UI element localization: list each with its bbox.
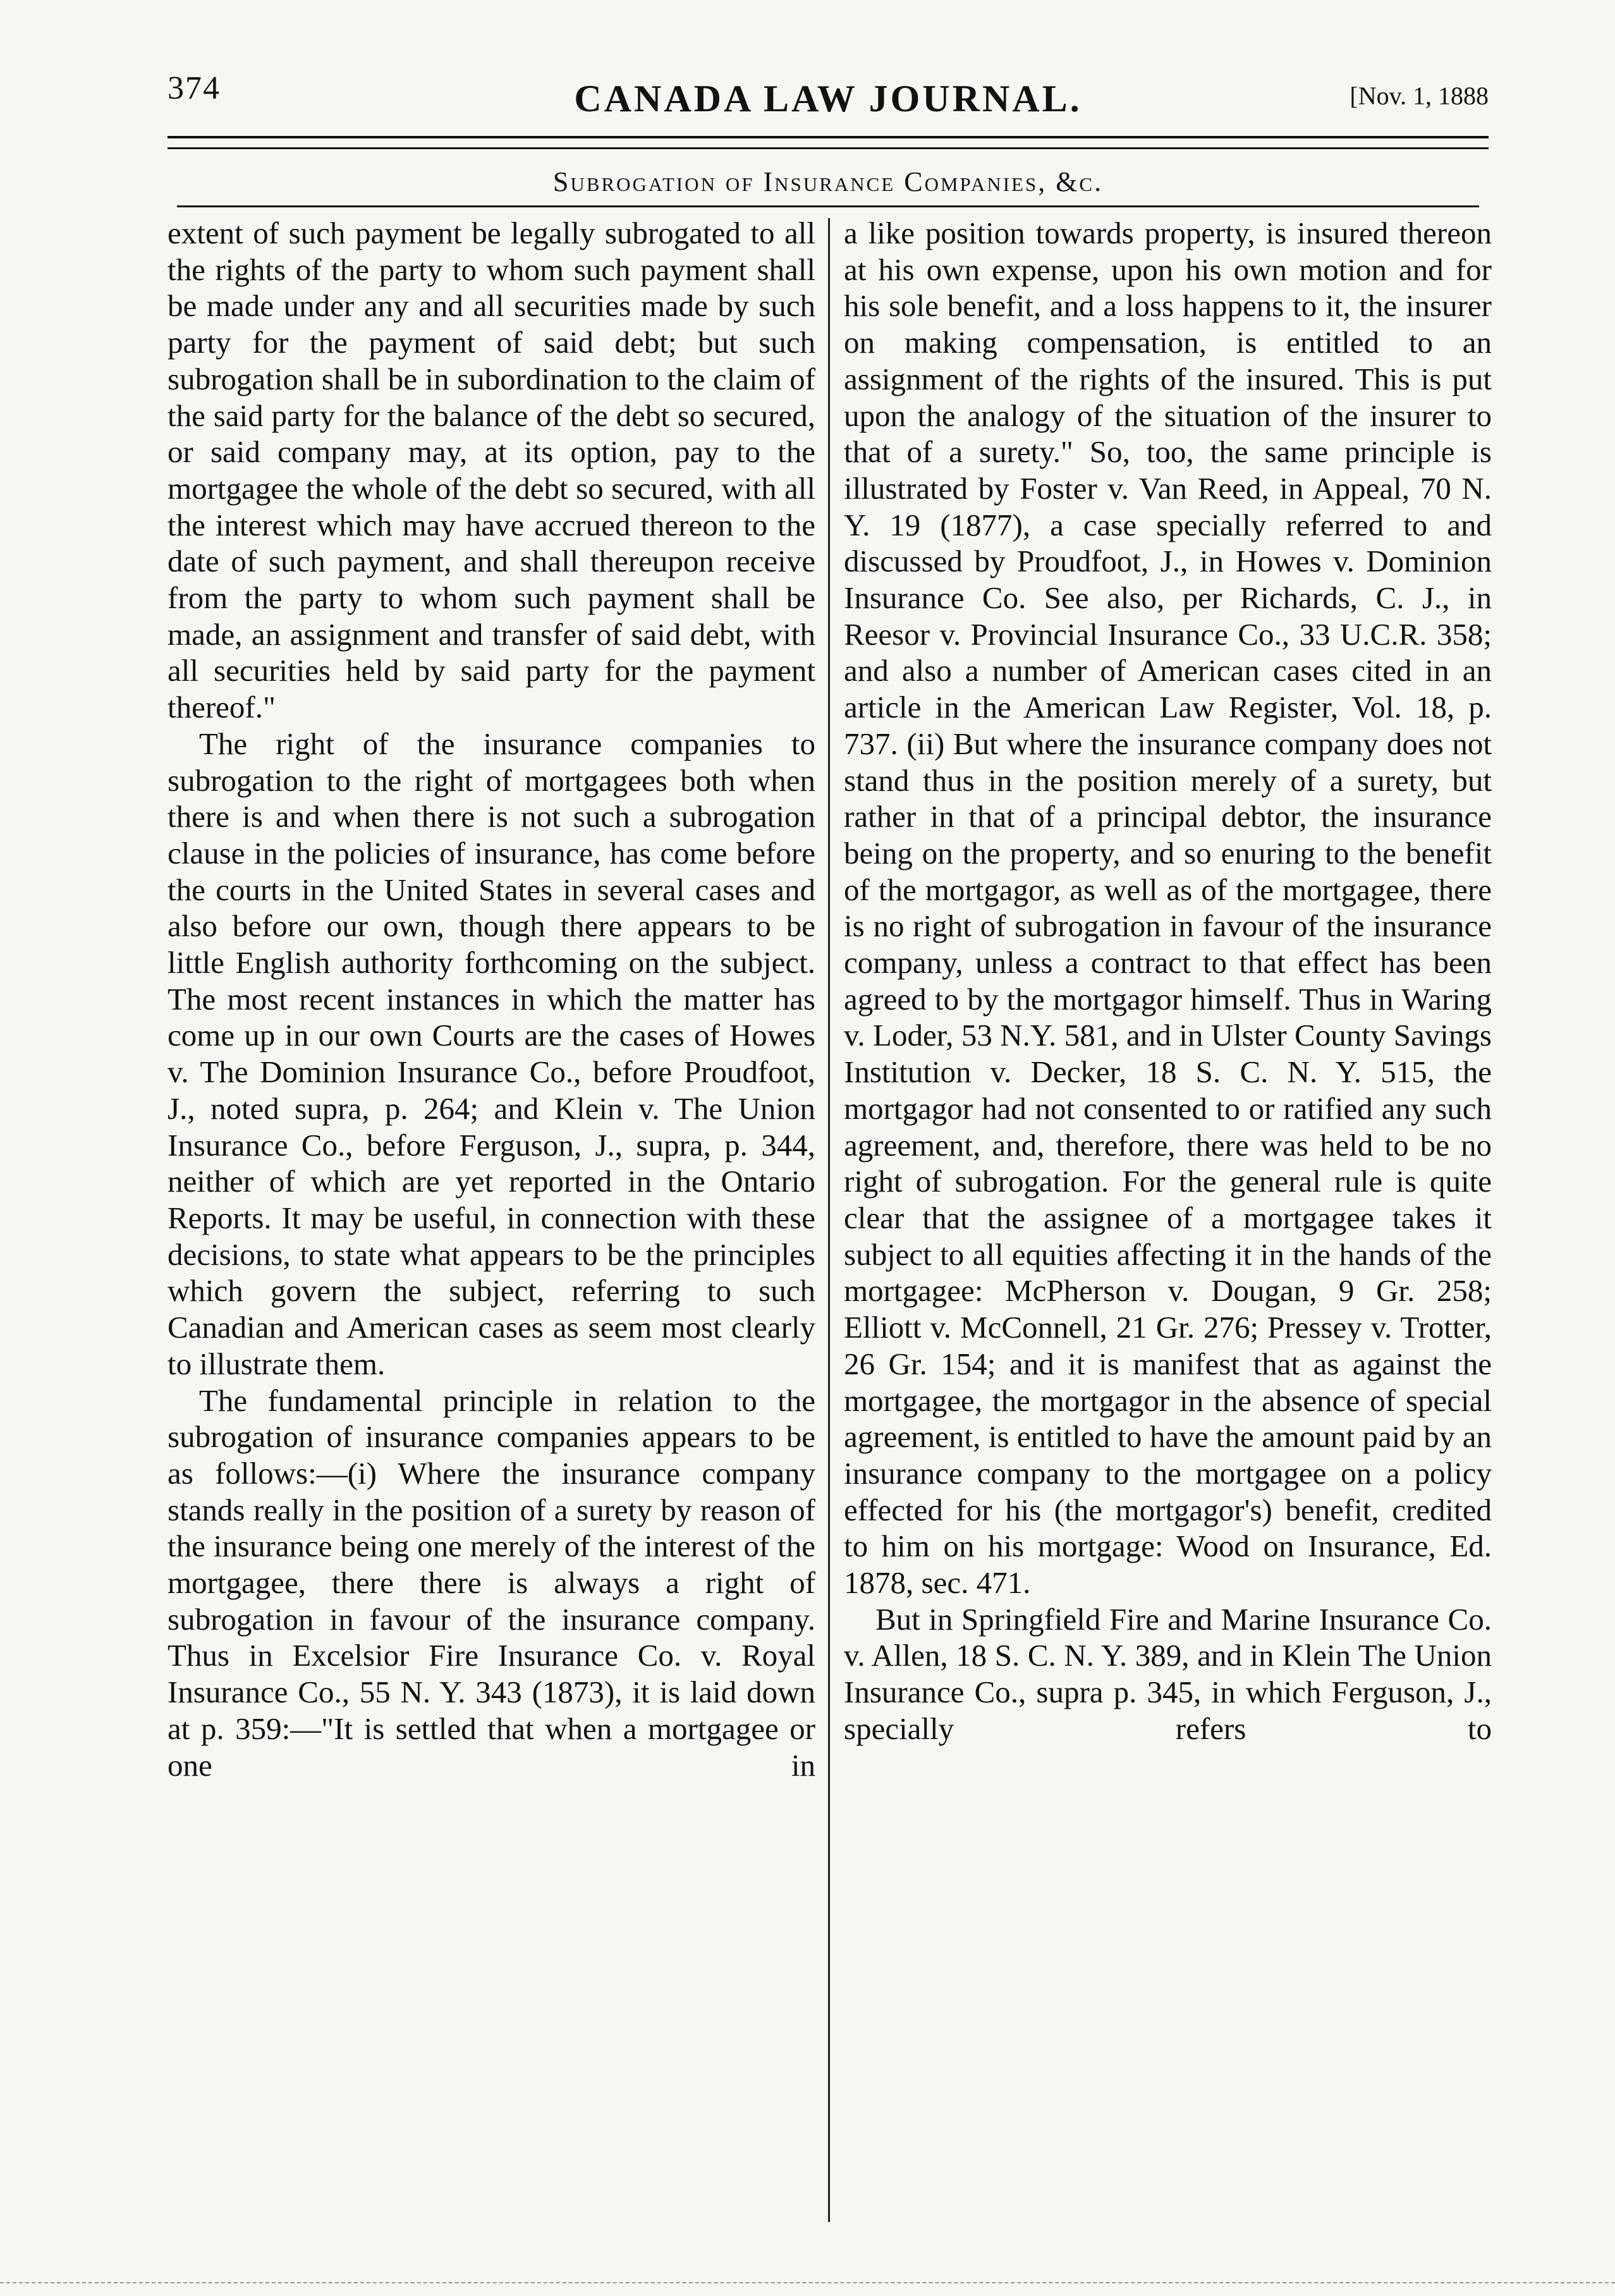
section-rule [177, 205, 1479, 207]
section-heading: Subrogation of Insurance Companies, &c. [552, 166, 1104, 197]
left-paragraph-1: extent of such payment be legally subrogated to all the rights of the party to whom such payment shall be made under any and all securities made by such party for the payment of said debt; but such subrogation shall be in subordination to the claim of the said party for the balance of the debt so secured, or said company may, at its option, pay to the mortgagee the whole of the debt so secured, with all the interest which may have accrued thereon to the date of such payment, and shall thereupon receive from the party to whom such payment shall be made, an assignment and transfer of said debt, with all securities held by said party for the payment thereof." [168, 216, 815, 725]
page-bottom-edge [0, 2282, 1615, 2283]
right-column [844, 215, 1492, 1747]
right-paragraph-2: But in Springfield Fire and Marine Insurance Co. v. Allen, 18 S. C. N. Y. 389, and in Klein The Union Insurance Co., supra p. 345, in which Ferguson, J., specially refers to [844, 1601, 1492, 1746]
issue-date: [Nov. 1, 1888 [1350, 82, 1489, 110]
column-divider [828, 218, 830, 2222]
page-header [168, 70, 1489, 139]
page-number: 374 [168, 70, 221, 106]
right-paragraph-1: a like position towards property, is insured thereon at his own expense, upon his own motion and for his sole benefit, and a loss happens to it, the insurer on making compensation, is entitled to an assignment of the rights of the insured. This is put upon the analogy of the situation of the insurer to that of a surety." So, too, the same principle is illustrated by Foster v. Van Reed, in Appeal, 70 N. Y. 19 (1877), a case specially referred to and discussed by Proudfoot, J., in Howes v. Dominion Insurance Co. See also, per Richards, C. J., in Reesor v. Provincial Insurance Co., 33 U.C.R. 358; and also a number of American cases cited in an article in the American Law Register, Vol. 18, p. 737. (ii) But where the insurance company does not stand thus in the position merely of a surety, but rather in that of a principal debtor, the insurance being on the property, and so enuring to the benefit of the mortgagor, as well as of the mortgagee, there is no right of subrogation in favour of the insurance company, unless a contract to that effect has been agreed to by the mortgagor himself. Thus in Waring v. Loder, 53 N.Y. 581, and in Ulster County Savings Institution v. Decker, 18 S. C. N. Y. 515, the mortgagor had not consented to or ratified any such agreement, and, therefore, there was held to be no right of subrogation. For the general rule is quite clear that the assignee of a mortgagee takes it subject to all equities affecting it in the hands of the mortgagee: McPherson v. Dougan, 9 Gr. 258; Elliott v. McConnell, 21 Gr. 276; Pressey v. Trotter, 26 Gr. 154; and it is manifest that as against the mortgagee, the mortgagor in the absence of special agreement, is entitled to have the amount paid by an insurance company to the mortgagee on a policy effected for his (the mortgagor's) benefit, credited to him on his mortgage: Wood on Insurance, Ed. 1878, sec. 471. [844, 216, 1492, 1601]
header-double-rule [168, 136, 1489, 149]
left-paragraph-2: The right of the insurance companies to subrogation to the right of mortgagees both when there is and when there is not such a subrogation clause in the policies of insurance, has come before the courts in the United States in several cases and also before our own, though there appears to be little English authority forthcoming on the subject. The most recent instances in which the matter has come up in our own Courts are the cases of Howes v. The Dominion Insurance Co., before Proudfoot, J., noted supra, p. 264; and Klein v. The Union Insurance Co., before Ferguson, J., supra, p. 344, neither of which are yet reported in the Ontario Reports. It may be useful, in connection with these decisions, to state what appears to be the principles which govern the subject, referring to such Canadian and American cases as seem most clearly to illustrate them. [168, 726, 815, 1381]
left-paragraph-3: The fundamental principle in relation to the subrogation of insurance companies appears to be as follows:—(i) Where the insurance company stands really in the position of a surety by reason of the insurance being one merely of the interest of the mortgagee, there there is always a right of subrogation in favour of the insurance company. Thus in Excelsior Fire Insurance Co. v. Royal Insurance Co., 55 N. Y. 343 (1873), it is laid down at p. 359:—"It is settled that when a mortgagee or one in [168, 1383, 815, 1783]
left-column [168, 215, 815, 1783]
journal-title: CANADA LAW JOURNAL. [574, 78, 1082, 119]
